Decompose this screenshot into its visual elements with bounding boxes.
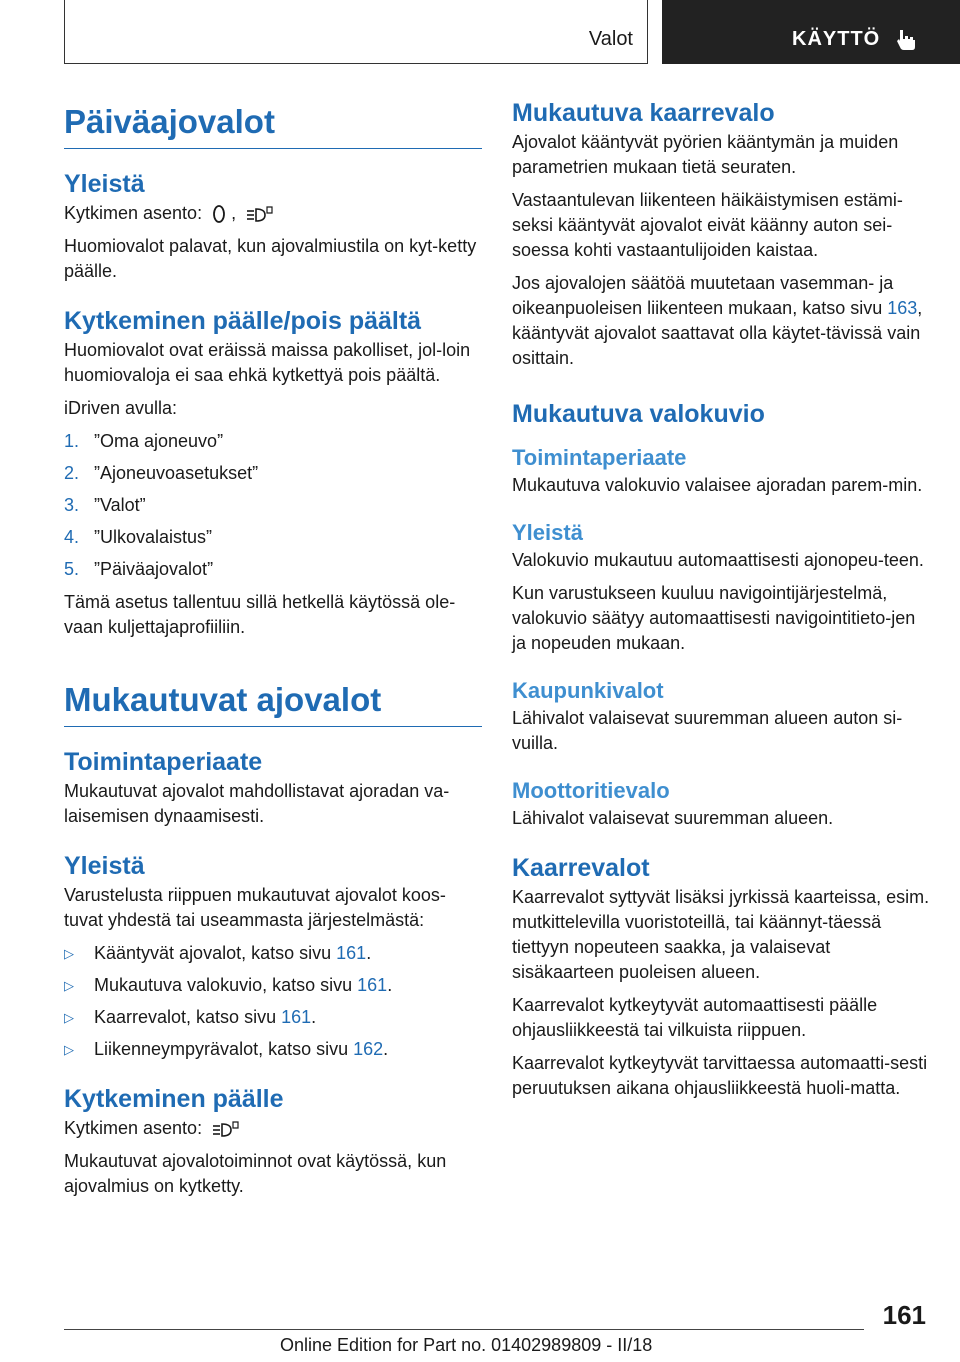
page-number: 161 [882, 1300, 926, 1330]
systems-list [64, 941, 482, 1062]
profile-paragraph: Tämä asetus tallentuu sillä hetkellä käytössä ole-vaan kuljettajaprofiiliin. [64, 592, 456, 637]
heading-daylights: Päiväajovalot [64, 103, 275, 140]
subheading-general: Yleistä [512, 520, 583, 545]
auto-headlight-icon [245, 203, 275, 225]
switch-position-line-2 [64, 1116, 482, 1141]
cornering-paragraph-1: Kaarrevalot syttyvät lisäksi jyrkissä kaarteissa, esim. mutkittelevilla vuoristoteillä, tai käännyt-täessä tiettyyn nopeuteen saakka, ja valaisevat sisäkaarteen puoleisen alueen. [512, 887, 930, 982]
subheading-motorway-light: Moottoritievalo [512, 778, 670, 803]
switch-off-icon [211, 204, 227, 224]
list-item: ▷ Kääntyvät ajovalot, katso sivu 161. [64, 943, 372, 963]
footer-rule [64, 1329, 864, 1330]
header-chapter-title: KÄYTTÖ [792, 28, 881, 50]
hand-pointer-icon [894, 26, 920, 52]
heading-general: Yleistä [64, 170, 145, 198]
heading-adaptive-headlights: Mukautuvat ajovalot [64, 681, 382, 718]
list-item: ▷ Liikenneympyrävalot, katso sivu 162. [64, 1039, 389, 1059]
list-item: 1. ”Oma ajoneuvo” [64, 431, 224, 451]
page-link[interactable]: 161 [357, 975, 388, 995]
subheading-city-lights: Kaupunkivalot [512, 678, 664, 703]
list-item: ▷ Kaarrevalot, katso sivu 161. [64, 1007, 317, 1027]
cornering-paragraph-3: Kaarrevalot kytkeytyvät tarvittaessa automaatti-sesti peruutuksen aikana ohjausliikkeestä huoli-matta. [512, 1053, 928, 1098]
heading-cornering-lights: Kaarrevalot [512, 854, 650, 882]
list-item: 4. ”Ulkovalaistus” [64, 527, 213, 547]
curve-paragraph-3: Jos ajovalojen säätöä muutetaan vasemman- ja oikeanpuoleisen liikenteen mukaan, katso sivu 163, kääntyvät ajovalot saattavat olla käytet-tävissä vain osittain. [512, 273, 923, 368]
curve-paragraph-2: Vastaantulevan liikenteen häikäistymisen estämi-seksi kääntyvät ajovalot eivät käänny auton sei-soessa kohti vastaantulijoiden kaistaa. [512, 190, 903, 260]
switch-position-label: Kytkimen asento: [64, 1118, 203, 1138]
auto-headlight-icon [211, 1118, 241, 1140]
idrive-steps-list [64, 429, 482, 582]
motorway-paragraph: Lähivalot valaisevat suuremman alueen. [512, 808, 834, 828]
heading-adaptive-pattern: Mukautuva valokuvio [512, 400, 765, 428]
pattern-principle-paragraph: Mukautuva valokuvio valaisee ajoradan parem-min. [512, 475, 923, 495]
heading-on-off: Kytkeminen päälle/pois päältä [64, 307, 422, 335]
heading-general-2: Yleistä [64, 852, 145, 880]
footer-edition: Online Edition for Part no. 01402989809 - II/18 [280, 1335, 653, 1355]
header-section-title: Valot [588, 28, 633, 50]
curve-paragraph-1: Ajovalot kääntyvät pyörien kääntymän ja muiden parametrien mukaan tietä seuraten. [512, 132, 899, 177]
general-2-paragraph: Varustelusta riippuen mukautuvat ajovalot koos-tuvat yhdestä tai useammasta järjestelmästä: [64, 885, 446, 930]
page-link[interactable]: 161 [281, 1007, 312, 1027]
subheading-principle: Toimintaperiaate [512, 445, 687, 470]
switch-position-label: Kytkimen asento: [64, 203, 203, 223]
header-chapter-tab [662, 0, 960, 64]
general-paragraph: Huomiovalot palavat, kun ajovalmiustila on kyt-ketty päälle. [64, 236, 477, 281]
comma-separator: , [231, 203, 237, 223]
pattern-general-paragraph-2: Kun varustukseen kuuluu navigointijärjestelmä, valokuvio säätyy automaattisesti navigointitieto-jen ja nopeuden mukaan. [512, 583, 916, 653]
header-section-box [64, 0, 648, 64]
on-off-paragraph: Huomiovalot ovat eräissä maissa pakolliset, jol-loin huomiovaloja ei saa ehkä kytkettyä pois päältä. [64, 340, 471, 385]
list-item: 2. ”Ajoneuvoasetukset” [64, 463, 259, 483]
cornering-paragraph-2: Kaarrevalot kytkeytyvät automaattisesti päälle ohjausliikkeestä tai vilkuista riippuen. [512, 995, 878, 1040]
left-column [64, 100, 482, 1207]
page-link[interactable]: 162 [353, 1039, 384, 1059]
idrive-paragraph: iDriven avulla: [64, 398, 178, 418]
right-column [512, 96, 932, 1109]
switch-on-paragraph: Mukautuvat ajovalotoiminnot ovat käytössä, kun ajovalmius on kytketty. [64, 1151, 447, 1196]
list-item: 5. ”Päiväajovalot” [64, 559, 214, 579]
heading-rule [64, 726, 482, 727]
page-link[interactable]: 163 [887, 298, 918, 318]
pattern-general-paragraph-1: Valokuvio mukautuu automaattisesti ajonopeu-teen. [512, 550, 924, 570]
list-item: ▷ Mukautuva valokuvio, katso sivu 161. [64, 975, 393, 995]
switch-position-line [64, 201, 482, 226]
heading-principle: Toimintaperiaate [64, 748, 263, 776]
heading-rule [64, 148, 482, 149]
heading-adaptive-curve-light: Mukautuva kaarrevalo [512, 99, 775, 127]
heading-switch-on: Kytkeminen päälle [64, 1085, 284, 1113]
list-item: 3. ”Valot” [64, 495, 146, 515]
principle-paragraph: Mukautuvat ajovalot mahdollistavat ajoradan va-laisemisen dynaamisesti. [64, 781, 450, 826]
page-link[interactable]: 161 [336, 943, 367, 963]
city-paragraph: Lähivalot valaisevat suuremman alueen auton si-vuilla. [512, 708, 903, 753]
